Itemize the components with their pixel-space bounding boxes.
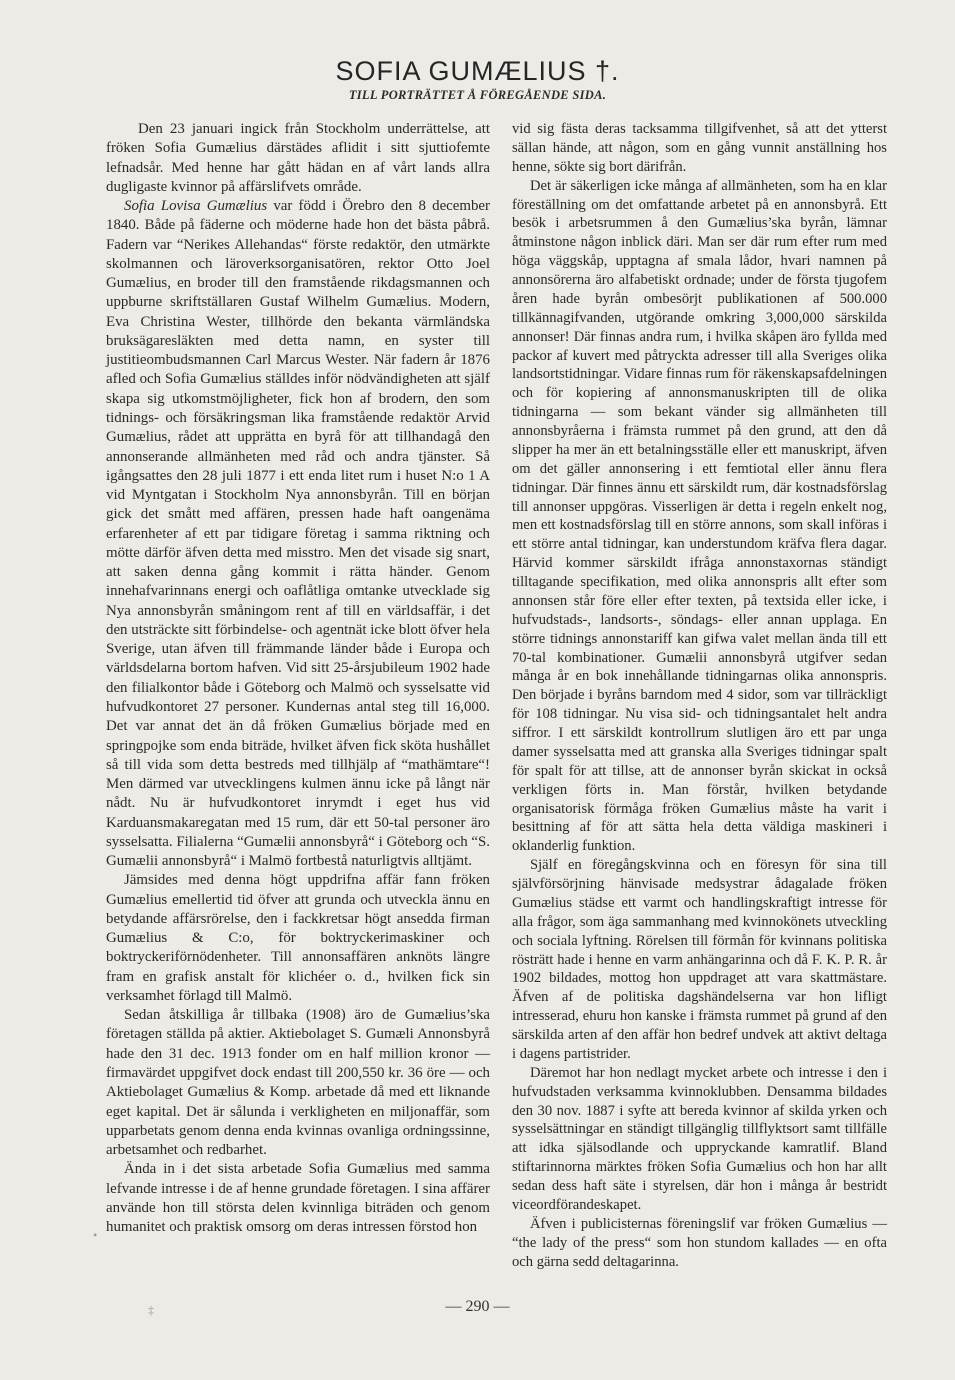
paragraph bbox=[106, 120, 490, 197]
paragraph-text: Den 23 januari ingick från Stockholm underrättelse, att fröken Sofia Gumælius därstädes aflidit i sitt sjuttiofemte lefnadsår. Med henne har gått hädan en af vårt lands allra dugligaste kvinnor på affärslifvets område. bbox=[106, 121, 490, 195]
paragraph-text: var född i Örebro den 8 december 1840. Både på fäderne och möderne hade hon det bästa påbrå. Fadern var “Nerikes Allehandas“ förste redaktör, den utmärkte skolmannen och läroverksorganisatören, rektor Otto Joel Gumælius, en broder till den framstående rikdagsmannen och uppburne skriftställaren Gustaf Wilhelm Gumælius. Modern, Eva Christina Wester, tillhörde den bekanta värmländska bruksägaresläkten med detta namn, en syster till justitieombudsmannen Carl Marcus Wester. När fadern år 1876 afled och Sofia Gumælius ställdes inför nödvändigheten att själf skapa sig utkomstmöjligheter, fick hon af brodern, den som tidnings- och försäkringsman lika framstående redaktör Arvid Gumælius, rådet att upprätta en byrå för att tillhandagå den annonserande allmänheten med råd och andra tjänster. Så igångsattes den 28 juli 1877 i ett enda litet rum i huset N:o 1 A vid Myntgatan i Stockholm Nya annonsbyrån. Till en början gick det smått med affären, pressen hade haft oangenäma erfarenheter af ett par tidigare företag i samma riktning och mötte därför äfven detta med misstro. Men det visade sig snart, att saken denna gång kommit i rätta händer. Genom innehafvarinnans energi och oaflåtliga omtanke utvecklade sig Nya annonsbyrån småningom rent af till en världsaffär, i det den utsträckte sitt förbindelse- och agentnät icke blott öfver hela Sverige, utan äfven till främmande länder både i Europa och världsdelarna bortom hafven. Vid sitt 25-årsjubileum 1902 hade den filialkontor både i Göteborg och Malmö och sysselsatte vid hufvudkontoret 27 personer. Kundernas antal steg till 16,000. Det var annat det än då fröken Gumælius började med en springpojke som enda biträde, hvilket äfven fick sköta hushållet så till vida som detta bestreds med tillhjälp af “mathämtare“! Men därmed var utvecklingens kulmen ännu icke på långt när nådt. Nu är hufvudkontoret inrymdt i eget hus vid Karduansmakaregatan med 15 rum, där ett 50-tal personer äro sysselsatta. Filialerna “Gumælii annonsbyrå“ i Göteborg och “S. Gumælii annonsbyrå“ i Malmö fortbestå naturligtvis alltjämt. bbox=[106, 198, 490, 870]
paragraph-text: Själf en föregångskvinna och en föresyn för sina till självförsörjning hänvisade medsystrar ådagalade fröken Gumælius städse ett varmt och handlingskraftigt intresse för alla frågor, som äga sammanhang med kvinnokönets utveckling och sociala lyftning. Rörelsen till förmån för kvinnans politiska rösträtt hade i henne en varm anhängarinna och då F. K. P. R. år 1902 bildades, mottog hon uppdraget att vara skattmästare. Äfven af de politiska dagshändelserna var hon lifligt intresserad, ehuru hon kanske i främsta rummet på grund af den särskilda arten af den affär hon bedref undvek att aktivt deltaga i dagens partistrider. bbox=[512, 857, 887, 1062]
page-number: — 290 — bbox=[445, 1298, 510, 1315]
paragraph bbox=[512, 120, 887, 177]
left-column bbox=[106, 120, 490, 1237]
paragraph-text: vid sig fästa deras tacksamma tillgifvenhet, så att det ytterst sällan hände, att någon, som en gång vunnit anställning hos henne, sökte sig bort därifrån. bbox=[512, 121, 887, 175]
margin-mark: • bbox=[93, 1228, 98, 1242]
paragraph bbox=[106, 197, 490, 871]
person-name: Sofia Lovisa Gumælius bbox=[124, 198, 268, 215]
paragraph-text: Ända in i det sista arbetade Sofia Gumælius med samma lefvande intresse i de af henne grundade företagen. I sina affärer använde hon till största delen kvinnliga biträden och genom humanitet och praktisk omsorg om deras intressen förstod hon bbox=[106, 1161, 490, 1236]
paragraph bbox=[512, 177, 887, 857]
paragraph bbox=[512, 1064, 887, 1215]
paragraph-text: Jämsides med denna högt uppdrifna affär fann fröken Gumælius emellertid tid öfver att grunda och utveckla ännu en betydande affärsrörelse, den i fackkretsar högt ansedda firman Gumælius & C:o, för boktryckerimaskiner och boktryckeriförnödenheter. Till annonsaffären anknöts längre fram en grafisk anstalt för klichéer o. d., hvilken fick sin verksamhet förlagd till Malmö. bbox=[106, 872, 490, 1004]
paragraph-text: Det är säkerligen icke många af allmänheten, som ha en klar föreställning om det omfattande arbetet på en annonsbyrå. Ett besök i arbetsrummen å den Gumælius’ska byrån, lämnar åtminstone någon inblick däri. Man ser där rum efter rum med höga väggskåp, upptagna af smala lådor, hvari namnen på annonsörerna äro alfabetiskt ordnade; under de första tjugofem åren hade byrån ombesörjt publikationen af 500.000 tillkännagifvanden, utgörande omkring 3,000,000 särskilda annonser! Där finnas andra rum, i hvilka skåpen äro fyllda med packor af kuvert med påtryckta adresser till alla Sveriges olika landsortstidningar. Vidare finnas rum för räkenskapsafdelningen och för kopiering af annonsmanuskripten till de olika tidningarna — som bekant vänder sig allmänheten till annonsbyråerna i främsta rummet på den grund, att den då slipper ha mer än ett betalningsställe eller ett manuskript, äfven om det gäller annonsering i ett femtiotal eller ännu flera tidningar. Där finnes ännu ett särskildt rum, där kostnadsförslag till annonser uppgöras. Visserligen är detta i regeln enkelt nog, men ett kostnadsförslag till en större annons, som skall införas i ett större antal tidningar, kan understundom kräfva flera dagar. Härvid kommer särskildt ifråga annonstaxornas ständigt tilltagande specifikation, med olika annonspris allt efter som annonsen står före eller efter texten, på textsida eller icke, i hufvudstads-, landsorts-, söndags- eller annan upplaga. En större tidnings annonstariff kan gifwa valet mellan ända till ett 70-tal kombinationer. Gumælii annonsbyrå utgifver sedan många år en bok innehållande tidningarnas olika annonspris. Den började i byråns barndom med 4 sidor, som var tillräckligt för 108 tidningar. Nu visa sid- och tidningsantalet helt andra siffror. I ett särskildt kontrollrum slutligen äro ett par unga damer sysselsatta med att granska alla Sveriges tidningar spalt för spalt för att tillse, att de annonser byrån skickat in också verkligen förts in. Man förstår, hvilken betydande organisatorisk förmåga fröken Gumælius måste ha varit i besittning af för att sätta hela detta väldiga maskineri i oklanderlig funktion. bbox=[512, 177, 887, 855]
paragraph bbox=[512, 1215, 887, 1272]
paragraph bbox=[106, 1006, 490, 1160]
article-subtitle: TILL PORTRÄTTET Å FÖREGÅENDE SIDA. bbox=[348, 88, 607, 102]
paragraph bbox=[106, 871, 490, 1006]
right-column bbox=[512, 120, 887, 1271]
paragraph-text: Äfven i publicisternas föreningslif var fröken Gumælius — “the lady of the press“ som hon stundom kallades — en ofta och gärna sedd deltagarinna. bbox=[512, 1215, 887, 1270]
article-title: SOFIA GUMÆLIUS †. bbox=[335, 56, 620, 86]
paragraph-text: Sedan åtskilliga år tillbaka (1908) äro de Gumælius’ska företagen ställda på aktier. Aktiebolaget S. Gumæli Annonsbyrå hade den 31 dec. 1913 fonder om en half million kronor — firmavärdet uppgifvet dock endast till 200,550 kr. 36 öre — och Aktiebolaget Gumælius & Komp. arbetade då med ett liknande eget kapital. Det är sålunda i verkligheten en miljonaffär, som upparbetats genom denna enda kvinnas ovanliga ordningssinne, arbetsamhet och redbarhet. bbox=[106, 1007, 490, 1159]
paragraph bbox=[512, 856, 887, 1064]
paragraph-text: Däremot har hon nedlagt mycket arbete och intresse i den i hufvudstaden verksamma kvinnoklubben. Densamma bildades den 30 nov. 1887 i syfte att bereda kvinnor af skilda yrken och sysselsättningar en ständigt tillgänglig tillflyktsort samt tillfälle att idka själsodlande och uppryckande kamratlif. Bland stiftarinnorna märktes fröken Sofia Gumælius och hon har allt sedan dess haft säte i styrelsen, där hon i många år bestridt viceordförandeskapet. bbox=[512, 1064, 887, 1213]
margin-mark: ‡ bbox=[148, 1303, 154, 1317]
paragraph bbox=[106, 1160, 490, 1237]
